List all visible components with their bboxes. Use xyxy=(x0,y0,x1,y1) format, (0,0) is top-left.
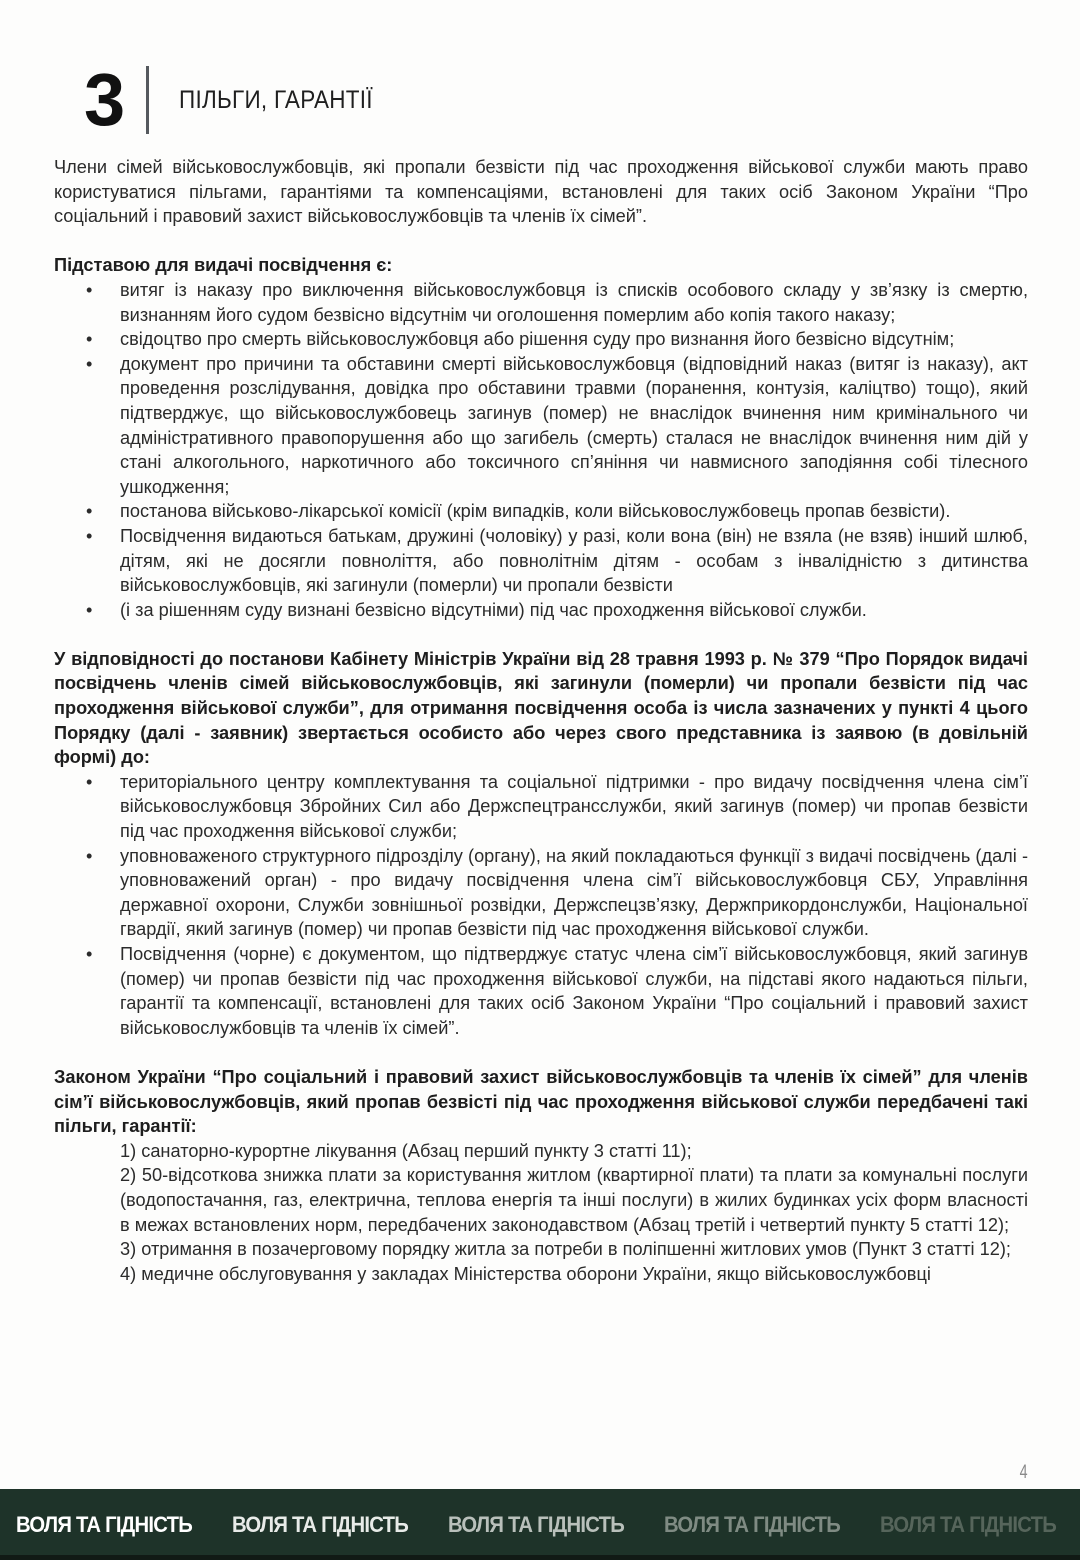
footer-bottom-strip xyxy=(0,1555,1080,1560)
resolution-list xyxy=(54,770,1028,1041)
footer-slogan: ВОЛЯ ТА ГІДНІСТЬ xyxy=(448,1511,625,1537)
page-number: 4 xyxy=(1020,1462,1028,1483)
basis-list xyxy=(54,278,1028,622)
list-item: • (і за рішенням суду визнані безвісно відсутніми) під час проходження військової служби. xyxy=(54,598,1028,623)
bullet-icon: • xyxy=(86,501,93,522)
bullet-icon: • xyxy=(86,353,93,374)
footer-slogan: ВОЛЯ ТА ГІДНІСТЬ xyxy=(664,1511,841,1537)
section-header xyxy=(84,60,394,140)
list-item: • документ про причини та обставини смерті військовослужбовця (відповідний наказ (витяг із наказу), акт проведення розслідування, довідка про обставини травми (поранення, контузія, каліцтво) тощо), який підтверджує, що військовослужбовець загинув (помер) не внаслідок вчинення ним кримінального чи адміністративного правопорушення або що загибель (смерть) сталася не внаслідок вчинення ним дій у стані алкогольного, наркотичного або токсичного сп’яніння чи навмисного заподіяння собі тілесного ушкодження; xyxy=(86,353,1028,497)
footer-banner xyxy=(0,1489,1080,1560)
intro-paragraph: Члени сімей військовослужбовців, які пропали безвісти під час проходження військової служби мають право користуватися пільгами, гарантіями та компенсаціями, встановлені для таких осіб Законом України “Про соціальний і правовий захист військовослужбовців та членів їх сімей”. xyxy=(54,157,1028,227)
list-item: 4) медичне обслуговування у закладах Міністерства оборони України, якщо військовослужбовці xyxy=(120,1263,931,1284)
list-item: 1) санаторно-курортне лікування (Абзац перший пункту 3 статті 11); xyxy=(120,1140,692,1161)
list-item: • витяг із наказу про виключення військовослужбовця із списків особового складу у зв’язку із смертю, визнанням його судом безвісно відсутнім чи оголошення померлим або копія такого наказу; xyxy=(86,279,1028,325)
benefits-list xyxy=(54,1139,1028,1287)
list-item: • територіального центру комплектування та соціальної підтримки - про видачу посвідчення члена сім’ї військовослужбовця Збройних Сил або Держспецтрансслужби, який загинув (помер) чи пропав безвісти під час проходження військової служби; xyxy=(86,771,1028,842)
list-item: 3) отримання в позачерговому порядку житла за потреби в поліпшенні житлових умов (Пункт 3 статті 12); xyxy=(120,1239,1011,1260)
resolution-heading: У відповідності до постанови Кабінету Міністрів України від 28 травня 1993 р. № 379 “Про Порядок видачі посвідчень членів сімей військовослужбовців, які загинули (померли) чи пропали безвісти під час проходження військової служби”, для отримання посвідчення особа із числа зазначених у пункті 4 цього Порядку (далі - заявник) звертається особисто або через свого представника із заявою (в довільній формі) до: xyxy=(54,648,1028,768)
footer-slogan: ВОЛЯ ТА ГІДНІСТЬ xyxy=(232,1511,409,1537)
list-item: • свідоцтво про смерть військовослужбовця або рішення суду про визнання його безвісно відсутнім; xyxy=(54,327,1028,352)
bullet-icon: • xyxy=(86,845,93,866)
basis-heading: Підставою для видачі посвідчення є: xyxy=(54,255,393,276)
document-body xyxy=(54,155,1028,1286)
list-item: 2) 50-відсоткова знижка плати за користування житлом (квартирної плати) та плати за комунальні послуги (водопостачання, газ, електрична, теплова енергія та інші послуги) в жилих будинках усіх форм власності в межах встановлених норм, передбачених законодавством (Абзац третій і четвертий пункту 5 статті 12); xyxy=(120,1165,1028,1235)
list-item: • уповноваженого структурного підрозділу (органу), на який покладаються функції з видачі посвідчень (далі - уповноважений орган) - про видачу посвідчення члена сім’ї військовослужбовця СБУ, Управління державної охорони, Служби зовнішньої розвідки, Держспецзв’язку, Держприкордонслужби, Національної гвардії, який загинув (помер) чи пропав безвісти під час проходження військової служби. xyxy=(86,845,1028,940)
bullet-icon: • xyxy=(86,771,93,792)
footer-slogan: ВОЛЯ ТА ГІДНІСТЬ xyxy=(880,1511,1057,1537)
list-item: • Посвідчення видаються батькам, дружині (чоловіку) у разі, коли вона (він) не взяла (не взяв) інший шлюб, дітям, які не досягли повноліття, або повнолітнім дітям - особам з інвалідністю з дитинства військовослужбовців, які загинули (померли) чи пропали безвісти xyxy=(86,525,1028,596)
bullet-icon: • xyxy=(86,279,93,300)
bullet-icon: • xyxy=(86,525,93,546)
bullet-icon: • xyxy=(86,599,93,620)
benefits-heading: Законом України “Про соціальний і правовий захист військовослужбовців та членів їх сімей” для членів сім’ї військовослужбовців, який пропав безвісті під час проходження військової служби передбачені такі пільги, гарантії: xyxy=(54,1066,1028,1137)
bullet-icon: • xyxy=(86,329,93,350)
list-item: • постанова військово-лікарської комісії (крім випадків, коли військовослужбовець пропав безвісти). xyxy=(54,499,1028,524)
header-divider xyxy=(146,66,149,134)
list-item: • Посвідчення (чорне) є документом, що підтверджує статус члена сім’ї військовослужбовця, який загинув (помер) чи пропав безвісти під час проходження військової служби, на підставі якого надаються пільги, гарантії та компенсації, встановлені для таких осіб Законом України “Про соціальний і правовий захист військовослужбовців та членів їх сімей”. xyxy=(86,944,1028,1038)
section-number: 3 xyxy=(84,58,126,141)
section-title: ПІЛЬГИ, ГАРАНТІЇ xyxy=(179,85,373,114)
footer-slogan: ВОЛЯ ТА ГІДНІСТЬ xyxy=(16,1511,193,1537)
bullet-icon: • xyxy=(86,944,93,964)
